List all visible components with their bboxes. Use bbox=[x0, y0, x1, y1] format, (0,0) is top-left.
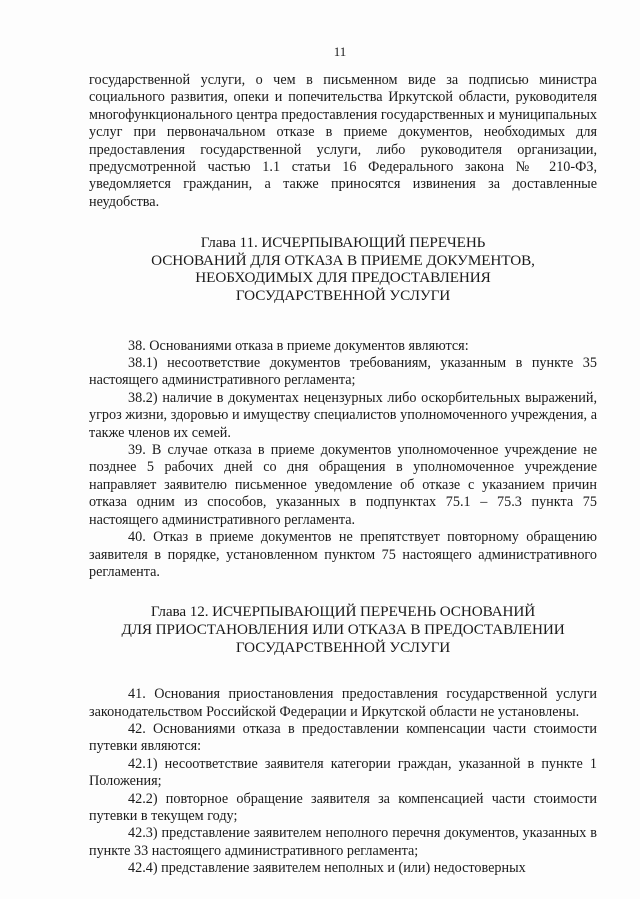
chapter-11-heading-line: НЕОБХОДИМЫХ ДЛЯ ПРЕДОСТАВЛЕНИЯ bbox=[195, 269, 491, 287]
chapter-12-heading-line: Глава 12. ИСЧЕРПЫВАЮЩИЙ ПЕРЕЧЕНЬ ОСНОВАНИЙ bbox=[150, 603, 536, 621]
paragraph-42-2: 42.2) повторное обращение заявителя за компенсацией части стоимости путевки в текущем году; bbox=[89, 790, 597, 824]
paragraph-42-1: 42.1) несоответствие заявителя категории граждан, указанной в пункте 1 Положения; bbox=[89, 755, 597, 790]
chapter-11-heading-line: Глава 11. ИСЧЕРПЫВАЮЩИЙ ПЕРЕЧЕНЬ bbox=[200, 234, 486, 252]
paragraph-42-3: 42.3) представление заявителем неполного перечня документов, указанных в пункте 33 настоящего административного регламента; bbox=[89, 825, 597, 859]
chapter-12-heading bbox=[89, 603, 597, 656]
chapter-11-heading bbox=[89, 234, 597, 304]
paragraph-38: 38. Основаниями отказа в приеме документов являются: bbox=[128, 337, 469, 354]
chapter-12-heading-line: ГОСУДАРСТВЕННОЙ УСЛУГИ bbox=[235, 638, 451, 656]
paragraph-42: 42. Основаниями отказа в предоставлении компенсации части стоимости путевки являются: bbox=[89, 720, 597, 755]
paragraph-38-1: 38.1) несоответствие документов требованиям, указанным в пункте 35 настоящего административного регламента; bbox=[89, 355, 597, 389]
chapter-11-heading-line: ГОСУДАРСТВЕННОЙ УСЛУГИ bbox=[235, 287, 451, 305]
document-body bbox=[89, 72, 597, 878]
chapter-12-heading-line: ДЛЯ ПРИОСТАНОВЛЕНИЯ ИЛИ ОТКАЗА В ПРЕДОСТАВЛЕНИИ bbox=[121, 620, 565, 638]
paragraph-42-4: 42.4) представление заявителем неполных и (или) недостоверных bbox=[128, 860, 526, 877]
paragraph-39: 39. В случае отказа в приеме документов уполномоченное учреждение не позднее 5 рабочих дней со дня обращения в уполномоченное учреждение направляет заявителю письменное уведомление об отказе с указанием причин отказа одним из способов, указанных в подпунктах 75.1 – 75.3 пункта 75 настоящего административного регламента. bbox=[89, 442, 597, 528]
page-number: 11 bbox=[333, 44, 347, 59]
paragraph-40: 40. Отказ в приеме документов не препятствует повторному обращению заявителя в порядке, установленном пунктом 75 настоящего административного регламента. bbox=[89, 529, 597, 580]
paragraph-38-2: 38.2) наличие в документах нецензурных либо оскорбительных выражений, угроз жизни, здоровью и имуществу специалистов уполномоченного учреждения, а также членов их семей. bbox=[89, 389, 597, 441]
paragraph-41: 41. Основания приостановления предоставления государственной услуги законодательством Российской Федерации и Иркутской области не установлены. bbox=[89, 686, 597, 720]
intro-paragraph: государственной услуги, о чем в письменном виде за подписью министра социального развития, опеки и попечительства Иркутской области, руководителя многофункционального центра предоставления государственных и муниципальных услуг при первоначальном отказе в приеме документов, необходимых для предоставления государственной услуги, либо руководителя организации, предусмотренной частью 1.1 статьи 16 Федерального закона № 210-ФЗ, уведомляется гражданин, а также приносятся извинения за доставленные неудобства. bbox=[89, 72, 597, 210]
chapter-11-heading-line: ОСНОВАНИЙ ДЛЯ ОТКАЗА В ПРИЕМЕ ДОКУМЕНТОВ, bbox=[151, 251, 535, 269]
